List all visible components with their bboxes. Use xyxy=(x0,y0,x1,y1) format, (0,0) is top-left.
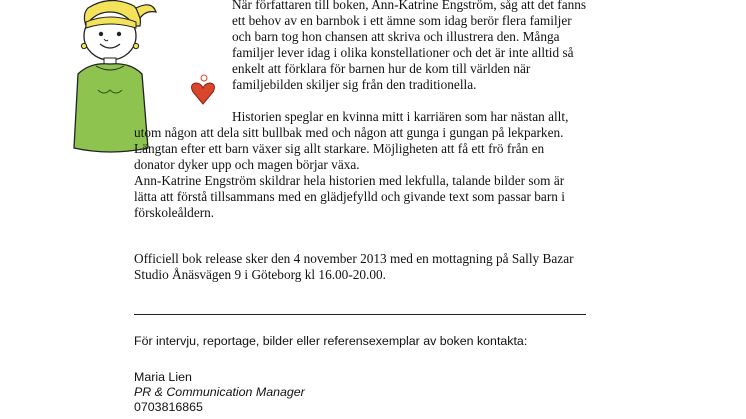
contact-intro: För intervju, reportage, bilder eller referensexemplar av boken kontakta: xyxy=(134,334,528,348)
contact-title: PR & Communication Manager xyxy=(134,385,305,399)
story-line-3: Längtan efter ett barn växer sig allt starkare. Möjligheten att få ett frö från en xyxy=(134,141,545,156)
intro-line-6: familjebilden skiljer sig från den traditionella. xyxy=(232,77,477,92)
release-line-1: Officiell bok release sker den 4 november 2013 med en mottagning på Sally Bazar xyxy=(134,251,574,266)
contact-name: Maria Lien xyxy=(134,370,192,384)
heart-icon xyxy=(190,74,216,106)
story-line-1: Historien speglar en kvinna mitt i karriären som har nästan allt, xyxy=(232,109,569,124)
intro-line-2: ett behov av en barnbok i ett ämne som idag berör flera familjer xyxy=(232,13,572,28)
intro-line-4: familjer lever idag i olika konstellationer och det är inte alltid så xyxy=(232,45,574,60)
story-line-7: förskoleåldern. xyxy=(134,205,215,220)
story-line-5: Ann-Katrine Engström skildrar hela historien med lekfulla, talande bilder som är xyxy=(134,173,565,188)
story-line-2: utom någon att dela sitt bullbak med och någon att gunga i gungan på lekparken. xyxy=(134,125,564,140)
intro-line-3: och barn tog hon chansen att skriva och illustrera den. Många xyxy=(232,29,560,44)
intro-line-5: enkelt att förklara för barnen hur de kom till världen när xyxy=(232,61,531,76)
release-line-2: Studio Ånäsvägen 9 i Göteborg kl 16.00-20.00. xyxy=(134,267,387,282)
story-line-4: donator dyker upp och magen börjar växa. xyxy=(134,157,360,172)
contact-phone: 0703816865 xyxy=(134,400,203,414)
story-line-6: lätta att förstå tillsammans med en glädjefylld och givande text som passar barn i xyxy=(134,189,565,204)
intro-line-1: När författaren till boken, Ann-Katrine Engström, såg att det fanns xyxy=(232,0,587,12)
divider-line xyxy=(134,314,586,315)
